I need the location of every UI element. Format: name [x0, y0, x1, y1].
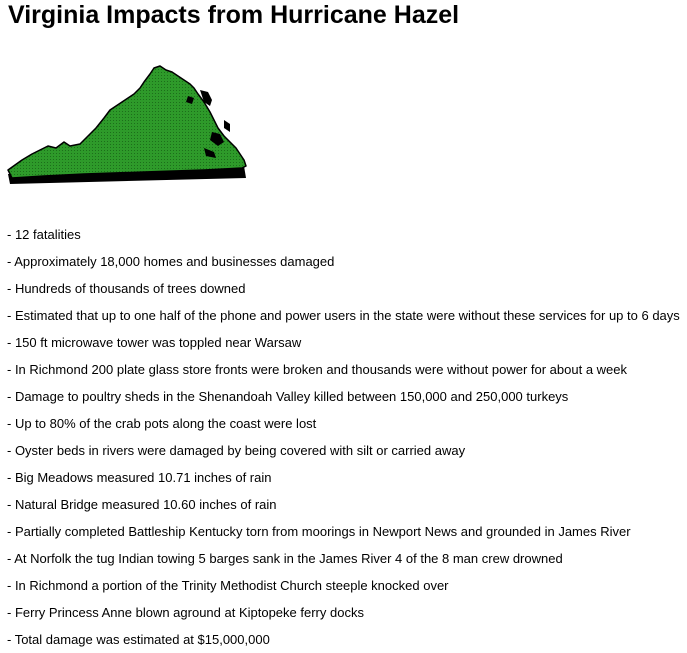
- list-item: - In Richmond a portion of the Trinity Methodist Church steeple knocked over: [7, 578, 449, 593]
- list-item: - 150 ft microwave tower was toppled near Warsaw: [7, 335, 302, 350]
- list-item: - At Norfolk the tug Indian towing 5 barges sank in the James River 4 of the 8 man crew drowned: [7, 551, 563, 566]
- list-item: - Big Meadows measured 10.71 inches of rain: [7, 470, 272, 485]
- list-item: - Up to 80% of the crab pots along the coast were lost: [7, 416, 317, 431]
- list-item: - Total damage was estimated at $15,000,000: [7, 632, 270, 647]
- list-item: - Ferry Princess Anne blown aground at Kiptopeke ferry docks: [7, 605, 364, 620]
- list-item: - Hundreds of thousands of trees downed: [7, 281, 246, 296]
- impact-list: [7, 221, 687, 653]
- list-item: - Damage to poultry sheds in the Shenandoah Valley killed between 150,000 and 250,000 turkeys: [7, 389, 569, 404]
- list-item: - In Richmond 200 plate glass store fronts were broken and thousands were without power for about a week: [7, 362, 628, 377]
- list-item: - Partially completed Battleship Kentucky torn from moorings in Newport News and grounded in James River: [7, 524, 631, 539]
- list-item: - Approximately 18,000 homes and businesses damaged: [7, 254, 335, 269]
- list-item: - Natural Bridge measured 10.60 inches of rain: [7, 497, 277, 512]
- list-item: - 12 fatalities: [7, 227, 81, 242]
- page-title: Virginia Impacts from Hurricane Hazel: [8, 1, 460, 29]
- virginia-state-shape: [8, 66, 246, 178]
- virginia-map-icon: [4, 62, 248, 184]
- list-item: - Estimated that up to one half of the phone and power users in the state were without these services for up to 6 days: [7, 308, 680, 323]
- list-item: - Oyster beds in rivers were damaged by being covered with silt or carried away: [7, 443, 466, 458]
